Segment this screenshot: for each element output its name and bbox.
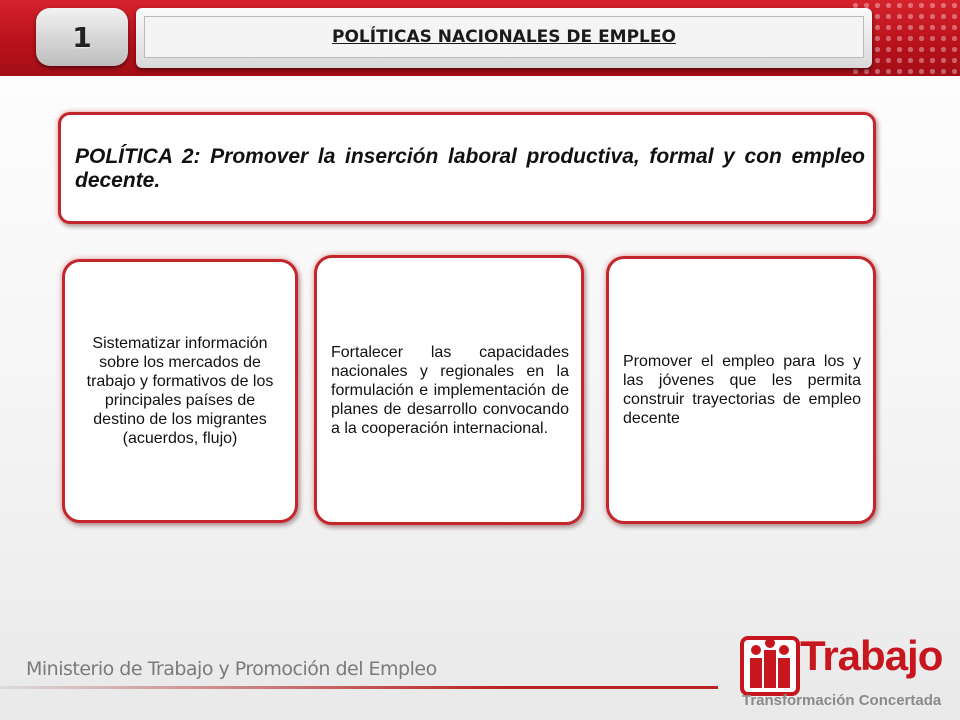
logo-wordmark: Trabajo [800, 632, 943, 679]
title-box [136, 8, 872, 68]
page-title: POLÍTICAS NACIONALES DE EMPLEO [332, 27, 676, 47]
policy-text: POLÍTICA 2: Promover la inserción laboral productiva, formal y con empleo decente. [75, 145, 865, 192]
card-text: Fortalecer las capacidades nacionales y regionales en la formulación e implementación de planes de desarrollo convocando a la cooperación internacional. [331, 343, 569, 437]
card-text: Promover el empleo para los y las jóvenes que les permita construir trayectorias de empleo decente [623, 353, 861, 427]
footer-divider [0, 686, 718, 689]
section-number-badge [36, 8, 128, 66]
ministry-name: Ministerio de Trabajo y Promoción del Empleo [26, 658, 437, 680]
section-number: 1 [72, 20, 92, 54]
card-youth-employment [606, 256, 876, 524]
logo-tagline: Transformación Concertada [742, 692, 942, 709]
card-migrant-information [62, 259, 298, 523]
title-inner [144, 16, 864, 58]
card-text: Sistematizar información sobre los mercados de trabajo y formativos de los principales países de destino de los migrantes (acuerdos, flujo) [86, 335, 274, 447]
trabajo-logo-icon [740, 636, 800, 696]
card-national-capacities [314, 255, 584, 525]
policy-box [58, 112, 876, 224]
